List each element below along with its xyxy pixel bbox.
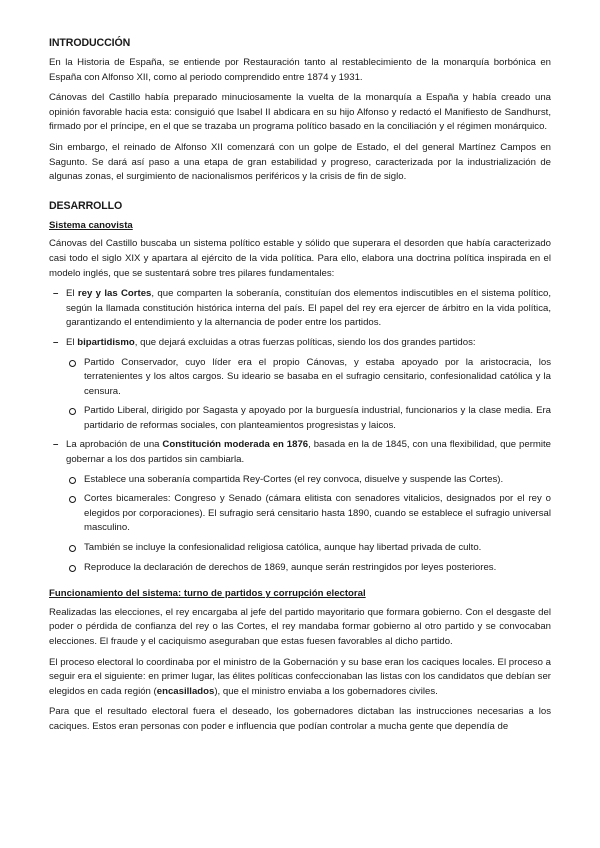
desarrollo-paragraph-2: Realizadas las elecciones, el rey encargaba al jefe del partido mayoritario que formara gobierno. Con el desgaste del poder o pérdida de confianza del rey o las Cortes, el rey mandaba formar gobierno al otro partido y se convocaban elecciones. El fraude y el caciquismo aseguraban que estas fuesen favorables al dicho partido. xyxy=(49,606,551,647)
bold-term: encasillados xyxy=(156,685,215,697)
intro-heading: INTRODUCCIÓN xyxy=(49,37,131,49)
bold-term: rey y las Cortes xyxy=(77,288,152,300)
list-item-partido-conservador: Partido Conservador, cuyo líder era el propio Cánovas, y estaba apoyado por la aristocracia, los terratenientes y los altos cargos. Su ideario se basaba en el sufragio censitario, confesionalidad católica y la censura. xyxy=(84,356,551,400)
desarrollo-paragraph-4: Para que el resultado electoral fuera el deseado, los gobernadores dictaban las instrucciones necesarias a los caciques. Estos eran personas con poder e influencia que podían controlar a mucha gente que dependía de xyxy=(49,706,551,732)
subheading-sistema-canovista: Sistema canovista xyxy=(49,219,133,231)
desarrollo-paragraph-1: Cánovas del Castillo buscaba un sistema político estable y sólido que superara el desorden que había caracterizado casi todo el siglo XIX y apartara al ejército de la vida política. Para ello, elabora una doctrina política inspirada en el modelo inglés, que se sustentará sobre tres pilares fundamentales: xyxy=(49,238,551,279)
bold-term: bipartidismo xyxy=(77,336,135,348)
intro-paragraph-2: Cánovas del Castillo había preparado minuciosamente la vuelta de la monarquía a España y había creado una opinión favorable hacia esta: consiguió que Isabel II abdicara en su hijo Alfonso y redactó el Manifiesto de Sandhurst, firmado por el príncipe, en el que se trazaba un programa político basado en la conciliación y el régimen monárquico. xyxy=(49,92,551,133)
intro-paragraph-1: En la Historia de España, se entiende por Restauración tanto al restablecimiento de la monarquía borbónica en España con Alfonso XII, como al periodo comprendido entre 1874 y 1931. xyxy=(49,57,551,83)
desarrollo-paragraph-3: El proceso electoral lo coordinaba por el ministro de la Gobernación y su base eran los caciques locales. El proceso a seguir era el siguiente: en primer lugar, las élites políticas confeccionaban las listas con los candidatos que debían ser elegidos en cada región (encasillados), que el ministro enviaba a los gobernadores civiles. xyxy=(49,656,551,697)
list-item-partido-liberal: Partido Liberal, dirigido por Sagasta y apoyado por la burguesía industrial, funcionarios y la clase media. Era partidario de reformas sociales, con planteamientos progresistas y laicos. xyxy=(84,404,551,433)
pillar-rey-cortes: – El rey y las Cortes, que comparten la soberanía, constituían dos elementos indiscutibles en el sistema político, según la llamada constitución histórica interna del país. El papel del rey era ejercer de árbitro en la vida política, garantizando el entendimiento y la alternancia de poder entre los partidos. xyxy=(66,287,551,331)
constitution-features-list xyxy=(66,473,551,576)
pillar-constitucion-1876: – La aprobación de una Constitución moderada en 1876, basada en la de 1845, con una flexibilidad, que permite gobernar a los dos partidos sin cambiarla. Establece una soberanía compartida Rey-Cortes (el rey convoca, disuelve y suspende las Cortes). Cortes bicamerales: Congreso y Senado (cámara elitista con senadores vitalicios, designados por el rey o elegidos por corporaciones). El sufragio será censitario hasta 1890, cuando se establece el sufragio universal masculino. También se incluye la confesionalidad religiosa católica, aunque hay libertad privada de culto. Reproduce la declaración de derechos de 1869, aunque serán restringidos por leyes posteriores. xyxy=(66,438,551,575)
list-item-soberania: Establece una soberanía compartida Rey-Cortes (el rey convoca, disuelve y suspende las Cortes). xyxy=(84,473,551,488)
pillar-bipartidismo: – El bipartidismo, que dejará excluidas a otras fuerzas políticas, siendo los dos grandes partidos: Partido Conservador, cuyo líder era el propio Cánovas, y estaba apoyado por la aristocracia, los terratenientes y los altos cargos. Su ideario se basaba en el sufragio censitario, confesionalidad católica y la censura. Partido Liberal, dirigido por Sagasta y apoyado por la burguesía industrial, funcionarios y la clase media. Era partidario de reformas sociales, con planteamientos progresistas y laicos. xyxy=(66,336,551,434)
bold-term: Constitución moderada en 1876 xyxy=(162,439,309,451)
list-item-cortes-bicamerales: Cortes bicamerales: Congreso y Senado (cámara elitista con senadores vitalicios, designados por el rey o elegidos por corporaciones). El sufragio será censitario hasta 1890, cuando se establece el sufragio universal masculino. xyxy=(84,492,551,536)
intro-paragraph-3: Sin embargo, el reinado de Alfonso XII comenzará con un golpe de Estado, el del general Martínez Campos en Sagunto. Se dará así paso a una etapa de gran estabilidad y progreso, caracterizada por la industrialización de algunas zonas, el surgimiento de nacionalismos periféricos y la crisis de fin de siglo. xyxy=(49,141,551,183)
desarrollo-heading: DESARROLLO xyxy=(49,199,123,212)
subheading-funcionamiento: Funcionamiento del sistema: turno de partidos y corrupción electoral xyxy=(49,588,366,600)
pillars-list xyxy=(49,287,551,575)
parties-list xyxy=(66,356,551,434)
list-item-confesionalidad: También se incluye la confesionalidad religiosa católica, aunque hay libertad privada de culto. xyxy=(84,541,551,556)
list-item-derechos-1869: Reproduce la declaración de derechos de 1869, aunque serán restringidos por leyes posteriores. xyxy=(84,561,551,576)
document-body xyxy=(49,36,551,741)
